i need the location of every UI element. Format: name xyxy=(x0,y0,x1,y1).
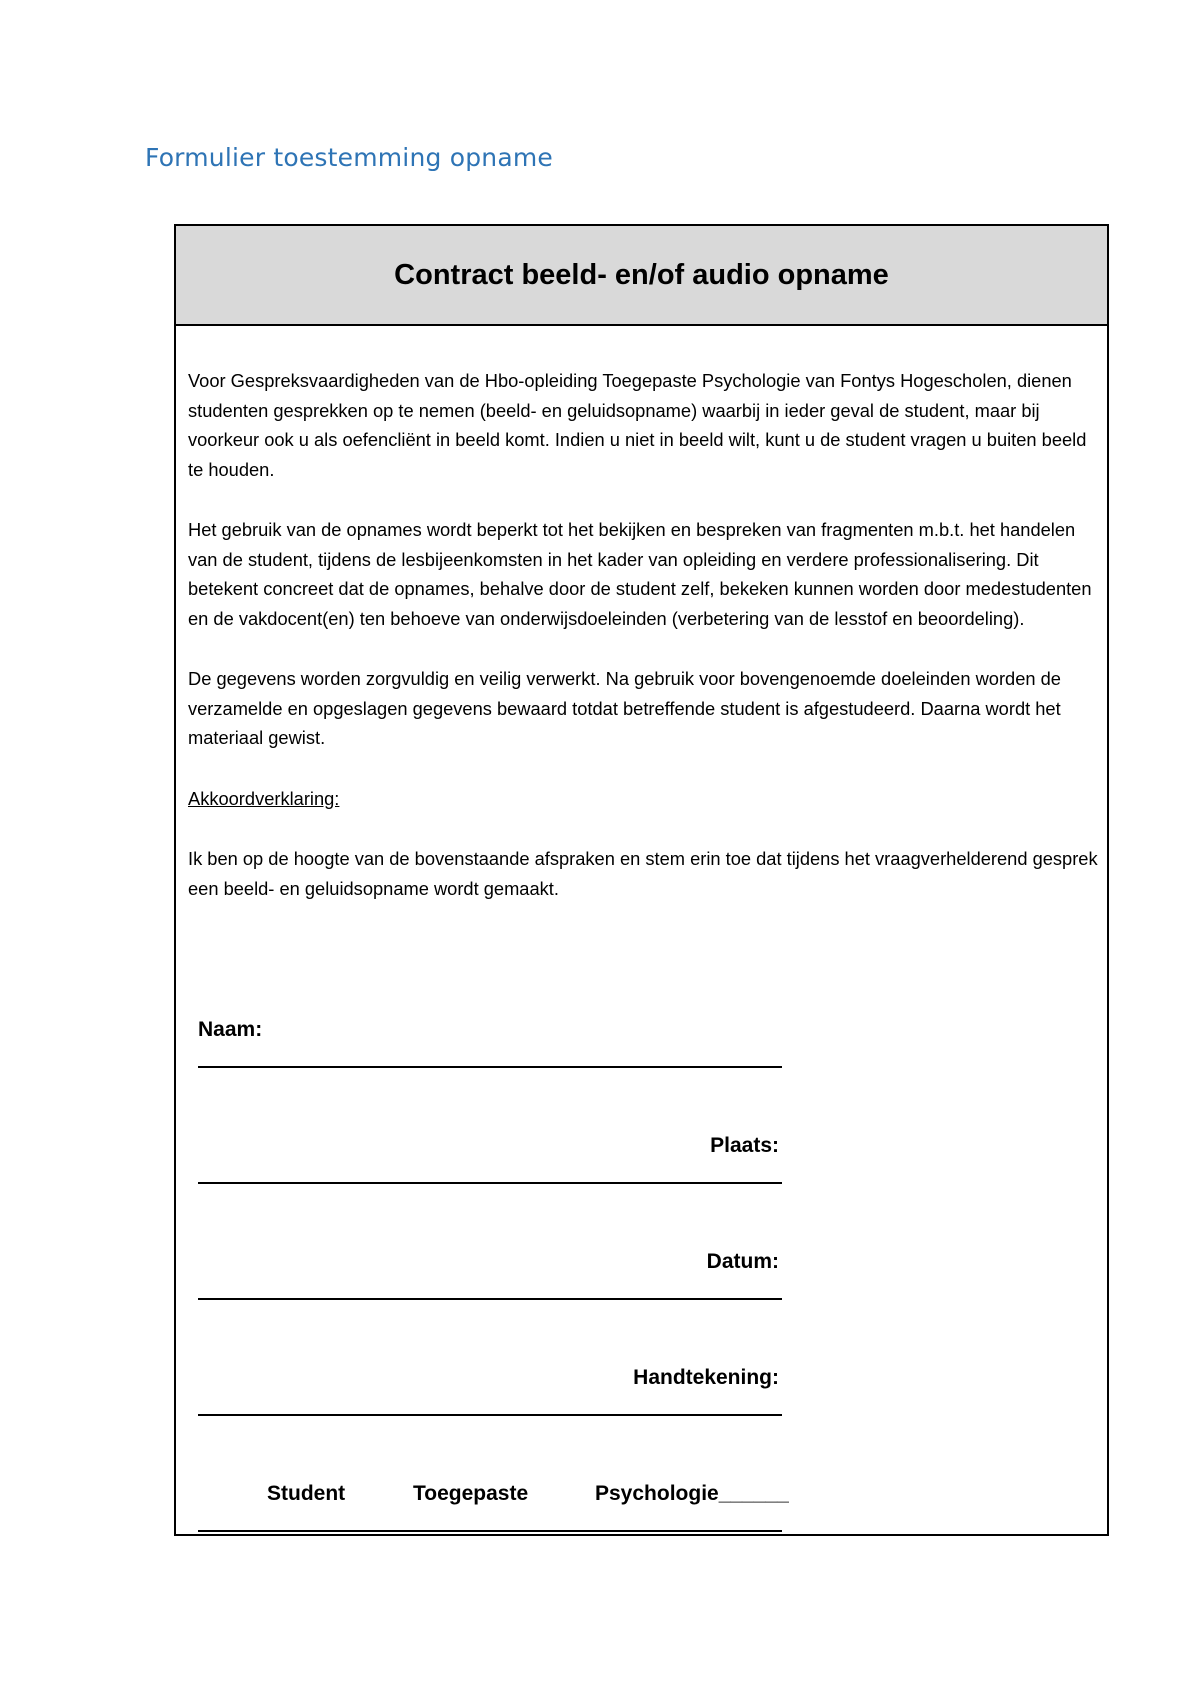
contract-header xyxy=(176,226,1107,326)
agreement-heading: Akkoordverklaring: xyxy=(188,787,340,809)
signature-label: Handtekening: xyxy=(633,1366,779,1389)
paragraph-usage: Het gebruik van de opnames wordt beperkt tot het bekijken en bespreken van fragmenten m.b.t. het handelen van de student, tijdens de lesbijeenkomsten in het kader van opleiding en verdere professionalisering. Dit betekent concreet dat de opnames, behalve door de student zelf, bekeken kunnen worden door medestudenten en de vakdocent(en) ten behoeve van onderwijsdoeleinden (verbetering van de lesstof en beoordeling). xyxy=(188,519,1092,629)
place-label: Plaats: xyxy=(710,1134,779,1157)
paragraph-data-handling: De gegevens worden zorgvuldig en veilig verwerkt. Na gebruik voor bovengenoemde doeleinden worden de verzamelde en opgeslagen gegevens bewaard totdat betreffende student is afgestudeerd. Daarna wordt het materiaal gewist. xyxy=(188,668,1061,748)
footer-line[interactable] xyxy=(198,1530,782,1532)
agreement-text: Ik ben op de hoogte van de bovenstaande afspraken en stem erin toe dat tijdens het vraagverhelderend gesprek een beeld- en geluidsopname wordt gemaakt. xyxy=(188,848,1098,899)
signature-line[interactable] xyxy=(198,1414,782,1416)
date-line[interactable] xyxy=(198,1298,782,1300)
document-title: Formulier toestemming opname xyxy=(145,143,553,172)
footer-word-psychologie: Psychologie______ xyxy=(595,1482,789,1505)
name-label: Naam: xyxy=(198,1018,263,1041)
date-label: Datum: xyxy=(706,1250,779,1273)
paragraph-intro: Voor Gespreksvaardigheden van de Hbo-opleiding Toegepaste Psychologie van Fontys Hogescholen, dienen studenten gesprekken op te nemen (beeld- en geluidsopname) waarbij in ieder geval de student, maar bij voorkeur ook u als oefencliënt in beeld komt. Indien u niet in beeld wilt, kunt u de student vragen u buiten beeld te houden. xyxy=(188,370,1087,480)
footer-word-toegepaste: Toegepaste xyxy=(413,1482,529,1505)
contract-heading: Contract beeld- en/of audio opname xyxy=(394,258,889,291)
name-line[interactable] xyxy=(198,1066,782,1068)
footer-word-student: Student xyxy=(267,1482,346,1505)
contract-body xyxy=(188,366,1098,934)
contract-box xyxy=(174,224,1109,1536)
place-line[interactable] xyxy=(198,1182,782,1184)
